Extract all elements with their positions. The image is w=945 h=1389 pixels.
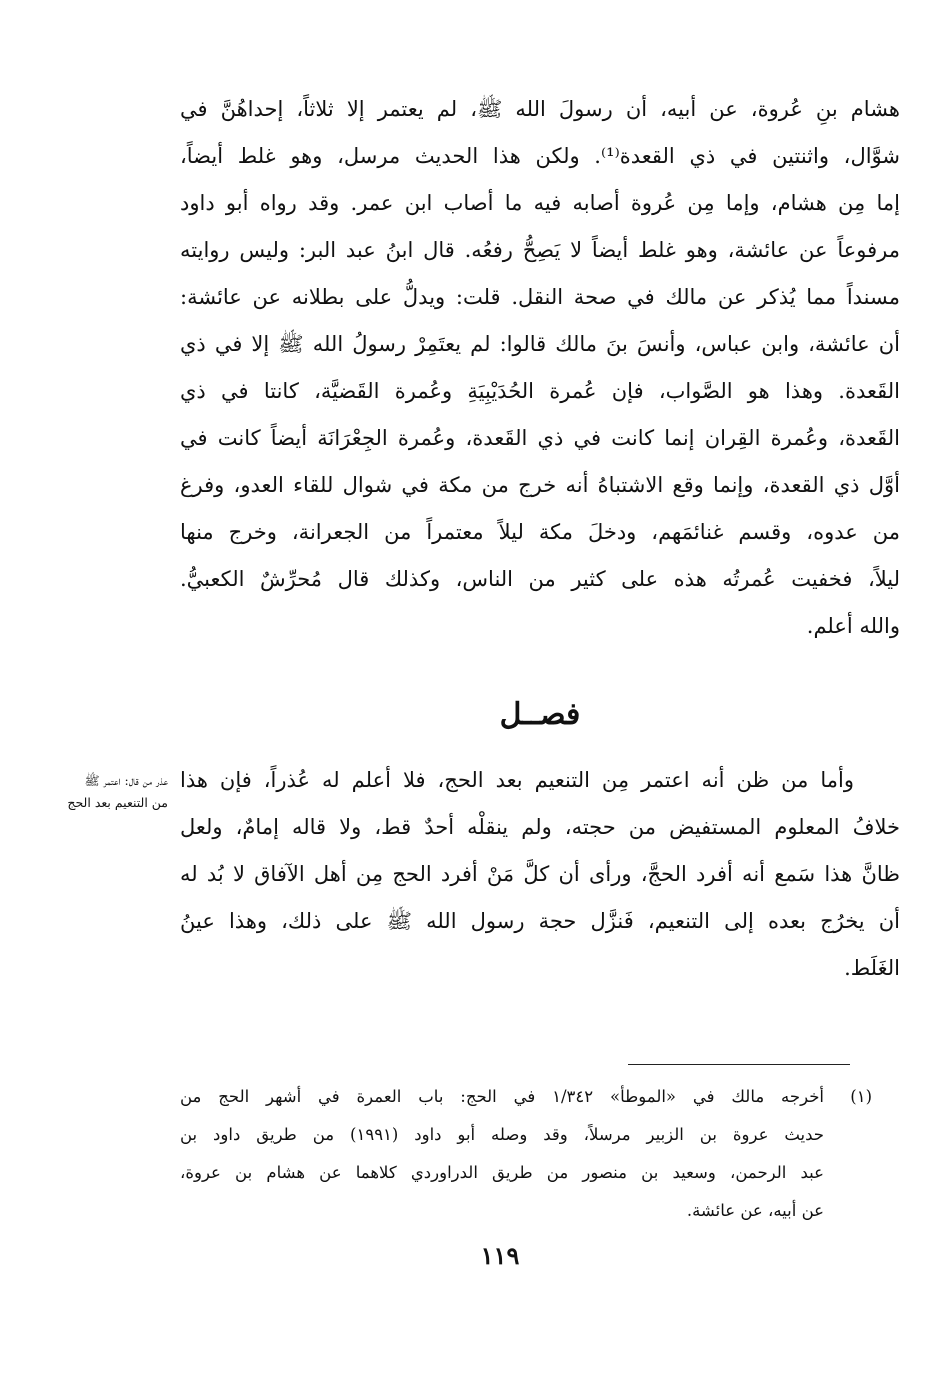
text-line: والله أعلم.	[806, 614, 900, 638]
footnote-line: عبد الرحمن، وسعيد بن منصور من طريق الدراوردي كلاهما عن هشام بن عروة،	[180, 1163, 824, 1182]
text-line: هشام بنِ عُروة، عن أبيه، أن رسولَ الله ﷺ، لم يعتمر إلا ثلاثاً، إحداهُنَّ في	[180, 97, 900, 121]
text-line: القَعدة. وهذا هو الصَّواب، فإن عُمرة الحُدَيْبِيَةِ وعُمرة القَضيَّة، كانتا في ذي	[180, 379, 900, 403]
footnote-divider	[628, 1064, 850, 1065]
text-line: إما مِن هشام، وإما مِن عُروة أصابه فيه ما أصاب ابن عمر. وقد رواه أبو داود	[180, 191, 900, 215]
text-line: خلافُ المعلوم المستفيض من حجته، ولم ينقلْه أحدٌ قط، ولا قاله إمامٌ، ولعل	[180, 815, 900, 839]
text-line: أن عائشة، وابن عباس، وأنسَ بنَ مالك قالوا: لم يعتَمِرْ رسولُ الله ﷺ إلا في ذي	[180, 332, 900, 356]
text-line: أن يخرُج بعده إلى التنعيم، فَنزَّل حجة رسول الله ﷺ على ذلك، وهذا عينُ	[180, 909, 900, 933]
margin-note	[8, 770, 168, 814]
footnote-line: عن أبيه، عن عائشة.	[686, 1201, 824, 1220]
main-paragraph	[180, 86, 900, 650]
text-line: مسنداً مما يُذكر عن مالك في صحة النقل. قلت: ويدلُّ على بطلانه عن عائشة:	[180, 285, 900, 309]
text-line: ليلاً، فخفيت عُمرتُه هذه على كثير من الناس، وكذلك قال مُحرِّشٌ الكعبيُّ.	[180, 567, 900, 591]
footnote-line: أخرجه مالك في «الموطأ» ١/٣٤٢ في الحج: باب العمرة في أشهر الحج من	[180, 1087, 824, 1106]
footnote-marker: (١)	[850, 1087, 872, 1106]
text-line: وأما من ظن أنه اعتمر مِن التنعيم بعد الحج، فلا أعلم له عُذراً، فإن هذا	[180, 768, 854, 792]
text-line: أوَّل ذي القعدة، وإنما وقع الاشتباهُ أنه خرج من مكة في شوال للقاء العدو، وفرغ	[180, 473, 900, 497]
margin-note-line: من التنعيم بعد الحج	[67, 795, 168, 810]
text-line: القَعدة، وعُمرة القِران إنما كانت في ذي القَعدة، وعُمرة الجِعْرَانَة أيضاً كانت في	[180, 426, 900, 450]
text-line: الغَلَط.	[844, 956, 900, 980]
section-paragraph	[180, 757, 900, 992]
text-line: من عدوه، وقسم غنائمَهم، ودخلَ مكة ليلاً معتمراً من الجعرانة، وخرج منها	[180, 520, 900, 544]
margin-note-line: عذر من قال: اعتمر ﷺ	[84, 773, 168, 788]
text-line: مرفوعاً عن عائشة، وهو غلط أيضاً لا يَصِحُّ رفعُه. قال ابنُ عبد البر: وليس روايته	[180, 238, 900, 262]
text-line: شوَّال، واثنتين في ذي القعدة⁽¹⁾. ولكن هذا الحديث مرسل، وهو غلط أيضاً،	[180, 144, 900, 168]
section-heading: فصــل	[499, 697, 581, 732]
page-number: ١١٩	[480, 1241, 520, 1270]
footnote-line: حديث عروة بن الزبير مرسلاً، وقد وصله أبو داود (١٩٩١) من طريق داود بن	[180, 1125, 824, 1144]
footnote	[180, 1078, 870, 1230]
text-line: ظانَّ هذا سَمع أنه أفرد الحجَّ، ورأى أن كلَّ مَنْ أفرد الحج مِن أهل الآفاق لا بُد له	[180, 862, 900, 886]
